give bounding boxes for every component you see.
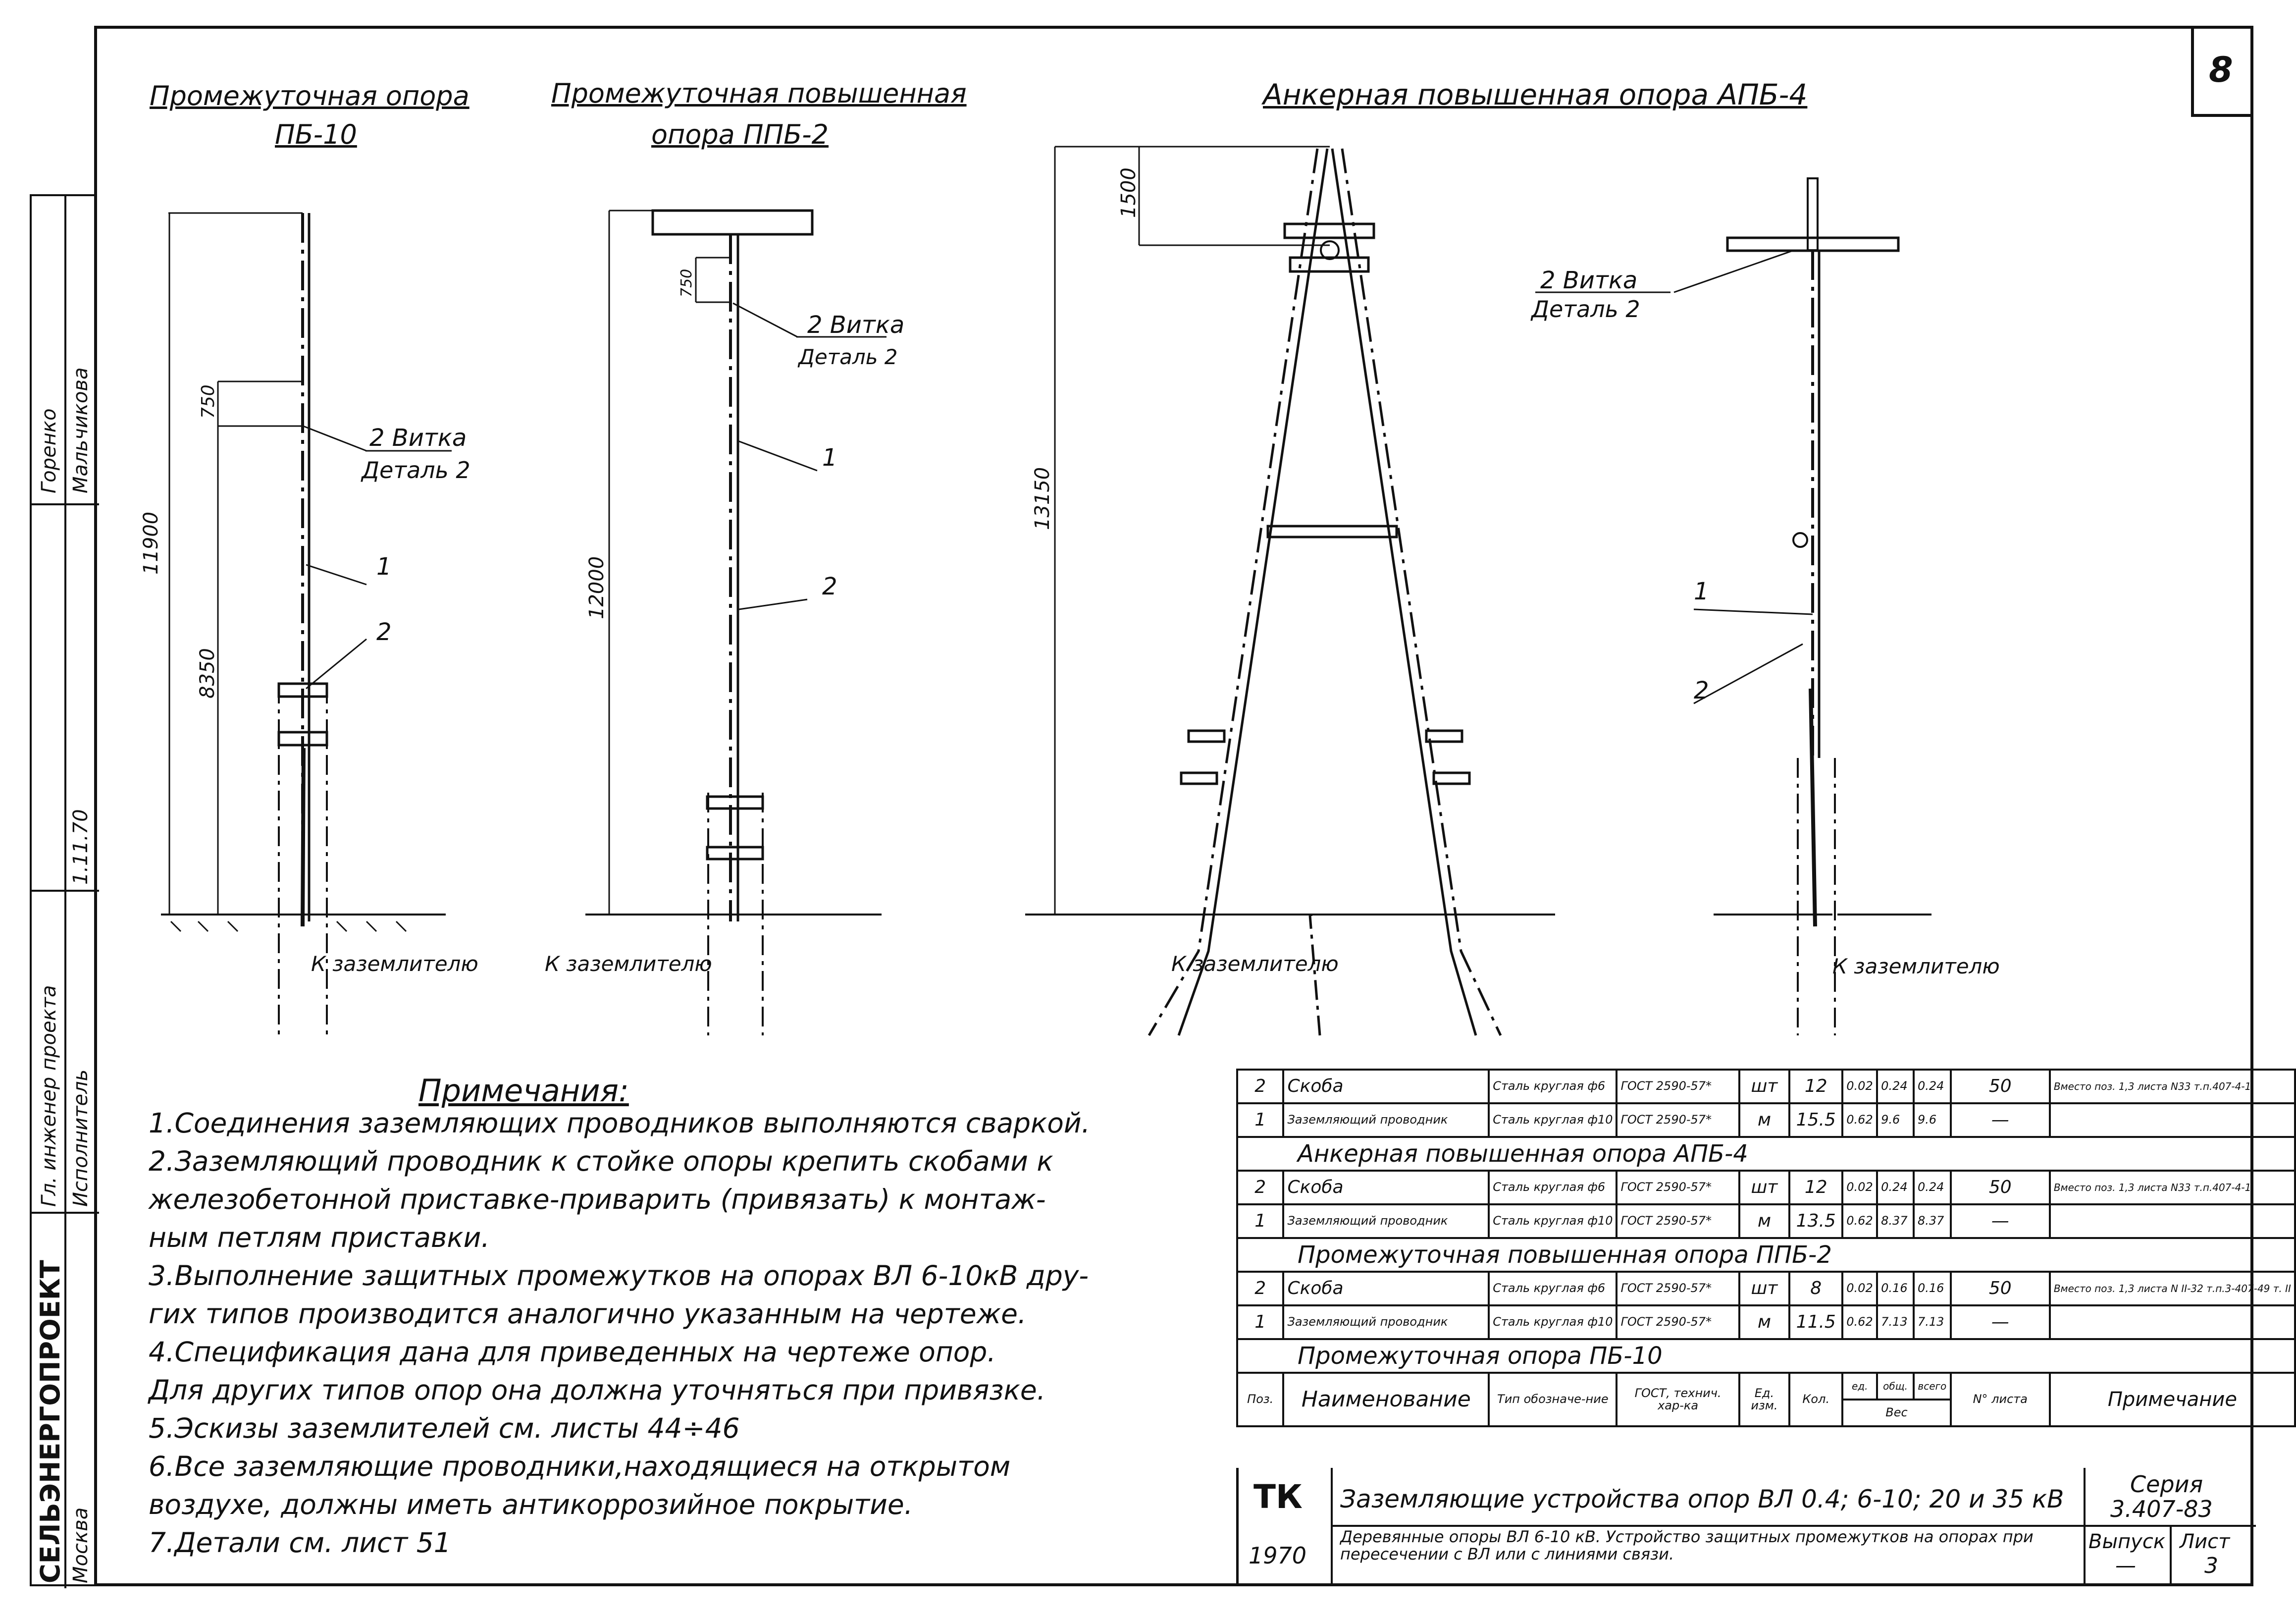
table-row: 1 Заземляющий проводник Сталь круглая ф10 ГОСТ 2590-57* м 15.5 0.62 9.6 9.6 — [1237,1103,2295,1137]
table-section-caption: Анкерная повышенная опора АПБ-4 [1237,1137,2295,1171]
table-header-row: Вес [1237,1400,2295,1426]
table-section-caption: Промежуточная опора ПБ-10 [1237,1339,2295,1373]
ppb2-pos1: 1 [822,444,837,472]
apb4-pos1: 1 [1694,578,1709,605]
title-ppb2-line2: опора ППБ-2 [651,119,829,150]
pole-pb10 [161,213,452,1035]
dim-12000: 12000 [585,556,608,619]
stamp-series: 3.407-83 [2110,1496,2213,1522]
pb10-two-turns: 2 Витка [369,424,467,452]
table-row: 1 Заземляющий проводник Сталь круглая ф10 ГОСТ 2590-57* м 11.5 0.62 7.13 7.13 — [1237,1305,2295,1339]
apb4-two-turns: 2 Витка [1540,267,1638,294]
side-stamp-name-1: Горенко [38,408,60,493]
stamp-issue-label: Выпуск [2088,1530,2165,1553]
apb4-pos2: 2 [1694,677,1709,704]
title-block [1236,1468,2253,1586]
dim-1500: 1500 [1117,167,1140,218]
side-stamp-org: СЕЛЬЭНЕРГОПРОЕКТ [35,1260,66,1583]
note-line: гих типов производится аналогично указанным на чертеже. [149,1298,1027,1330]
pole-apb4 [1025,147,1555,1035]
note-line: воздухе, должны иметь антикоррозийное покрытие. [149,1489,913,1520]
stamp-title: Заземляющие устройства опор ВЛ 0.4; 6-10; 20 и 35 кВ [1340,1485,2064,1513]
to-ground-4: К заземлителю [1832,954,2000,978]
side-stamp-role-1: Гл. инженер проекта [38,985,60,1207]
table-row: 2 Скоба Сталь круглая ф6 ГОСТ 2590-57* шт 8 0.02 0.16 0.16 50 Вместо поз. 1,3 листа N II-32 т.п.3-407-49 т. II [1237,1272,2295,1305]
stamp-sheet-label: Лист [2180,1530,2230,1553]
title-apb4: Анкерная повышенная опора АПБ-4 [1263,78,1808,111]
stamp-year: 1970 [1249,1542,1307,1569]
table-row: 2 Скоба Сталь круглая ф6 ГОСТ 2590-57* шт 12 0.02 0.24 0.24 50 Вместо поз. 1,3 листа N33 т.п.407-4-1 [1237,1171,2295,1204]
ppb2-detail2: Деталь 2 [798,345,898,369]
note-line: 1.Соединения заземляющих проводников выполняются сваркой. [149,1107,1091,1139]
to-ground-2: К заземлителю [545,952,712,976]
pb10-pos1: 1 [376,553,392,581]
side-stamp-name-2: Мальчикова [69,367,92,493]
title-pb10-line2: ПБ-10 [275,119,357,150]
note-line: 5.Эскизы заземлителей см. листы 44÷46 [149,1412,740,1444]
dim-8350: 8350 [196,648,219,699]
pb10-pos2: 2 [376,618,392,646]
sheet-number: 8 [2209,50,2233,90]
table-header-row: Поз. Наименование Тип обозначе-ние ГОСТ, технич. хар-ка Ед. изм. Кол. ед. общ. всего N° листа Примечание [1237,1373,2295,1400]
dim-13150: 13150 [1031,467,1054,530]
note-line: 4.Спецификация дана для приведенных на чертеже опор. [149,1336,996,1368]
note-line: Для других типов опор она должна уточняться при привязке. [149,1374,1046,1406]
notes-list [149,1107,1091,1559]
to-ground-3: К заземлителю [1171,952,1339,976]
side-stamp-role-2: Исполнитель [69,1069,92,1207]
note-line: 3.Выполнение защитных промежутков на опорах ВЛ 6-10кВ дру- [149,1260,1089,1292]
side-stamp-date: 1.11.70 [69,809,92,885]
title-ppb2-line1: Промежуточная повышенная [551,78,967,109]
note-line: 6.Все заземляющие проводники,находящиеся на открытом [149,1451,1011,1482]
title-pb10-line1: Промежуточная опора [150,80,470,111]
table-section-caption: Промежуточная повышенная опора ППБ-2 [1237,1238,2295,1272]
stamp-sheet: 3 [2204,1553,2218,1578]
note-line: 2.Заземляющий проводник к стойке опоры крепить скобами к [149,1145,1053,1177]
stamp-series-label: Серия [2130,1471,2203,1498]
to-ground-1: К заземлителю [311,952,478,976]
note-line: ным петлям приставки. [149,1222,490,1253]
table-row: 1 Заземляющий проводник Сталь круглая ф10 ГОСТ 2590-57* м 13.5 0.62 8.37 8.37 — [1237,1204,2295,1238]
stamp-subtitle: Деревянные опоры ВЛ 6-10 кВ. Устройство защитных промежутков на опорах при пересечении с ВЛ или с линиями связи. [1340,1527,2034,1564]
stamp-issue: — [2115,1553,2136,1577]
dim-750: 750 [198,384,218,419]
pb10-detail2: Деталь 2 [362,457,470,484]
stamp-org: ТК [1253,1478,1303,1516]
notes-heading: Примечания: [418,1073,629,1109]
table-row: 2 Скоба Сталь круглая ф6 ГОСТ 2590-57* шт 12 0.02 0.24 0.24 50 Вместо поз. 1,3 листа N33 т.п.407-4-1 [1237,1070,2295,1103]
side-stamp-city: Москва [69,1507,92,1583]
apb4-detail2: Деталь 2 [1531,296,1640,323]
ppb2-pos2: 2 [822,573,837,600]
note-line: 7.Детали см. лист 51 [149,1527,451,1559]
dim-750b: 750 [678,269,695,297]
note-line: железобетонной приставке-приварить (привязать) к монтаж- [149,1184,1046,1215]
specification-table [1236,1069,2296,1427]
dim-11900: 11900 [140,511,162,575]
ppb2-two-turns: 2 Витка [807,311,905,339]
